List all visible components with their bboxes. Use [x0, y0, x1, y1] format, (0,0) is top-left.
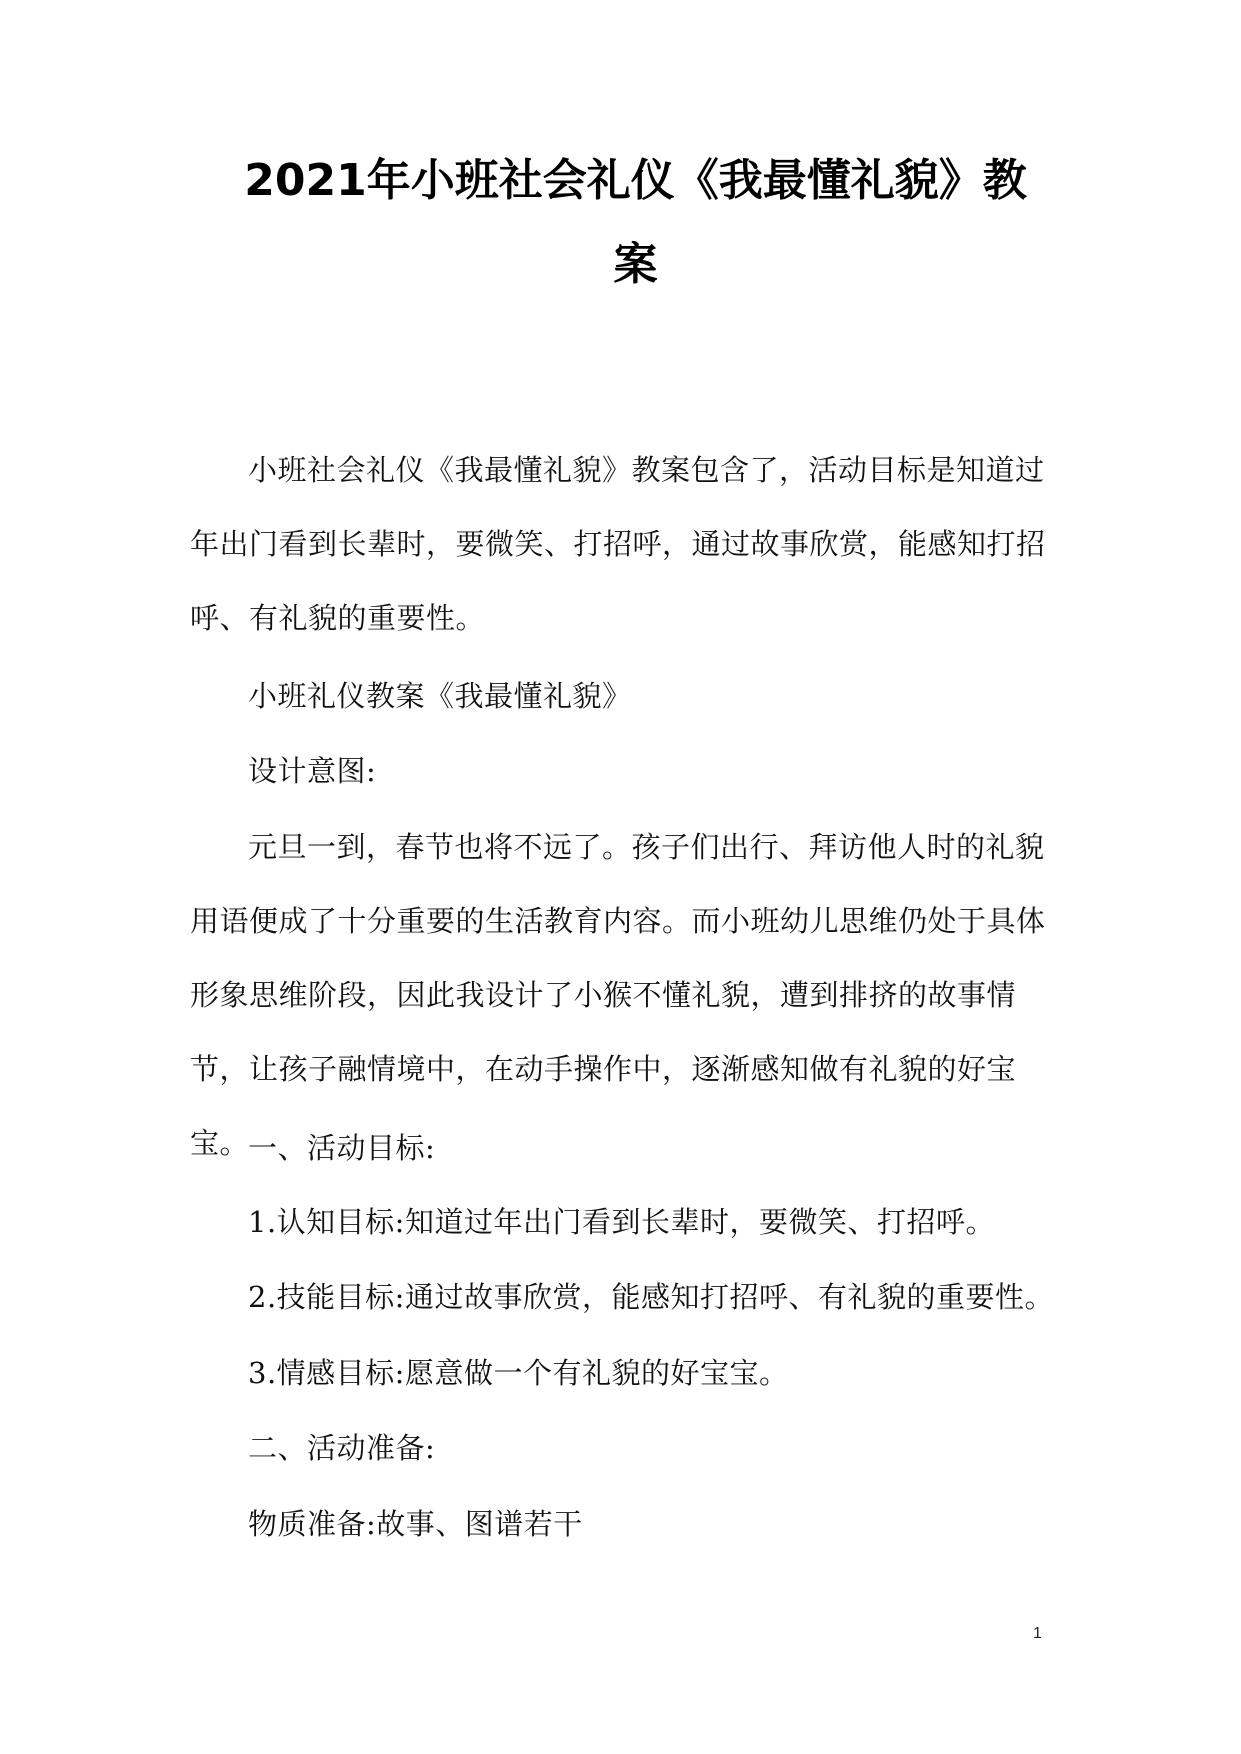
objective-emotional: 3.情感目标:愿意做一个有礼貌的好宝宝。: [248, 1356, 789, 1390]
design-intent-heading: 设计意图:: [248, 754, 377, 788]
lesson-subtitle: 小班礼仪教案《我最懂礼貌》: [248, 679, 632, 713]
design-intent-paragraph: 元旦一到，春节也将不远了。孩子们出行、拜访他人时的礼貌用语便成了十分重要的生活教育内容。而小班幼儿思维仍处于具体形象思维阶段，因此我设计了小猴不懂礼貌，遭到排挤的故事情节，让孩子融情境中，在动手操作中，逐渐感知做有礼貌的好宝宝。: [190, 830, 1046, 1160]
preparation-heading: 二、活动准备:: [248, 1431, 436, 1465]
objective-cognitive: 1.认知目标:知道过年出门看到长辈时，要微笑、打招呼。: [248, 1205, 995, 1239]
page-number: 1: [1033, 1625, 1042, 1642]
document-title-line-2: 案: [613, 239, 658, 290]
material-preparation: 物质准备:故事、图谱若干: [248, 1507, 583, 1541]
intro-paragraph: 小班社会礼仪《我最懂礼貌》教案包含了，活动目标是知道过年出门看到长辈时，要微笑、打招呼，通过故事欣赏，能感知打招呼、有礼貌的重要性。: [190, 453, 1046, 635]
document-title-line-1: 2021年小班社会礼仪《我最懂礼貌》教: [244, 155, 1027, 206]
objective-skill: 2.技能目标:通过故事欣赏，能感知打招呼、有礼貌的重要性。: [248, 1280, 1054, 1314]
objectives-heading: 一、活动目标:: [248, 1131, 436, 1165]
